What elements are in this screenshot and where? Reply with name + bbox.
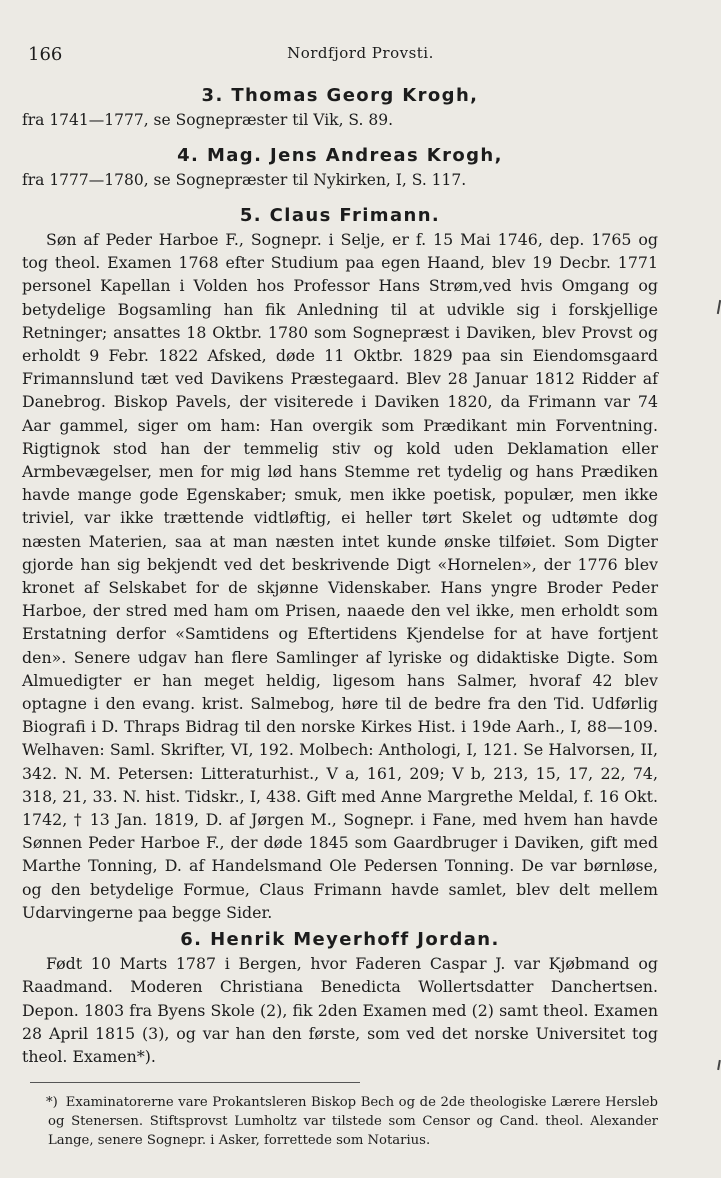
entry-heading: 5. Claus Frimann. — [239, 205, 441, 226]
entry-biography: Søn af Peder Harboe F., Sognepr. i Selje, er f. 15 Mai 1746, dep. 1765 og tog theol. Examen 1768 efter Studium paa egen Haand, blev 19 Decbr. 1771 personel Kapellan i Volden hos Professor Hans Strøm,ved hvis Omgang og betydelige Bogsamling han fik Anledning til at udvikle sig i forskjellige Retninger; ansattes 18 Oktbr. 1780 som Sognepræst i Daviken, blev Provst og erholdt 9 Febr. 1822 Afsked, døde 11 Oktbr. 1829 paa sin Eiendomsgaard Frimannslund tæt ved Davikens Præstegaard. Blev 28 Januar 1812 Ridder af Danebrog. Biskop Pavels, der visiterede i Daviken 1820, da Frimann var 74 Aar gammel, siger om ham: Han overgik som Prædikant min Forventning. Rigtignok stod han der temmelig stiv og kold uden Deklamation eller Armbevægelser, men for mig lød hans Stemme ret tydelig og hans Prædiken havde mange gode Egenskaber; smuk, men ikke poetisk, populær, men ikke triviel, var ikke trættende vidtløftig, ei heller tørt Skelet og udtømte dog næsten Materien, saa at man næsten intet kunde ønske tilføiet. Som Digter gjorde han sig bekjendt ved det beskrivende Digt «Hornelen», der 1776 blev kronet af Selskabet for de skjønne Videnskaber. Hans yngre Broder Peder Harboe, der stred med ham om Prisen, naaede den vel ikke, men erholdt som Erstatning derfor «Samtidens og Eftertidens Kjendelse for at have fortjent den». Senere udgav han flere Samlinger af lyriske og didaktiske Digte. Som Almuedigter er han meget heldig, ligesom hans Salmer, hvoraf 42 blev optagne i den evang. krist. Salmebog, høre til de bedre fra den Tid. Udførlig Biografi i D. Thraps Bidrag til den norske Kirkes Hist. i 19de Aarh., I, 88—109. Welhaven: Saml. Skrifter, VI, 192. Molbech: Anthologi, I, 121. Se Halvorsen, II, 342. N. M. Petersen: Litteraturhist., V a, 161, 209; V b, 213, 15, 17, 22, 74, 318, 21, 33. N. hist. Tidskr., I, 438. Gift med Anne Margrethe Meldal, f. 16 Okt. 1742, † 13 Jan. 1819, D. af Jørgen M., Sognepr. i Fane, med hvem han havde Sønnen Peder Harboe F., der døde 1845 som Gaardbruger i Daviken, gift med Marthe Tonning, D. af Handelsmand Ole Pedersen Tonning. De var børnløse, og den betydelige Formue, Claus Frimann havde samlet, blev delt mellem Udarvingerne paa begge Sider. — [22, 230, 658, 922]
entry-heading: 6. Henrik Meyerhoff Jordan. — [180, 929, 500, 951]
entry-jens-andreas-krogh — [22, 144, 658, 192]
footnote — [22, 1093, 658, 1150]
entry-henrik-meyerhoff-jordan — [22, 928, 658, 1068]
page-blemish — [717, 1060, 721, 1070]
page-number: 166 — [28, 44, 63, 65]
entry-heading: 3. Thomas Georg Krogh, — [201, 85, 479, 106]
page-content — [22, 84, 658, 1150]
entry-reference: fra 1777—1780, se Sognepræster til Nykirken, I, S. 117. — [22, 171, 467, 189]
footnote-marker: *) — [46, 1095, 58, 1111]
entry-reference: fra 1741—1777, se Sognepræster til Vik, S. 89. — [22, 111, 394, 129]
entry-biography: Født 10 Marts 1787 i Bergen, hvor Faderen Caspar J. var Kjøbmand og Raadmand. Moderen Christiana Benedicta Wollertsdatter Danchertsen. Depon. 1803 fra Byens Skole (2), fik 2den Examen med (2) samt theol. Examen 28 April 1815 (3), og var han den første, som ved det norske Universitet tog theol. Examen*). — [22, 954, 658, 1066]
entry-thomas-georg-krogh — [22, 84, 658, 132]
entry-claus-frimann — [22, 204, 658, 924]
page-blemish — [717, 300, 721, 314]
running-title: Nordfjord Provsti. — [287, 44, 434, 62]
footnote-text: Examinatorerne vare Prokantsleren Biskop Bech og de 2de theologiske Lærere Hersleb og Stenersen. Stiftsprovst Lumholtz var tilstede som Censor og Cand. theol. Alexander Lange, senere Sognepr. i Asker, forrettede som Notarius. — [48, 1095, 658, 1149]
footnote-divider — [30, 1082, 360, 1083]
entry-heading: 4. Mag. Jens Andreas Krogh, — [177, 145, 503, 166]
